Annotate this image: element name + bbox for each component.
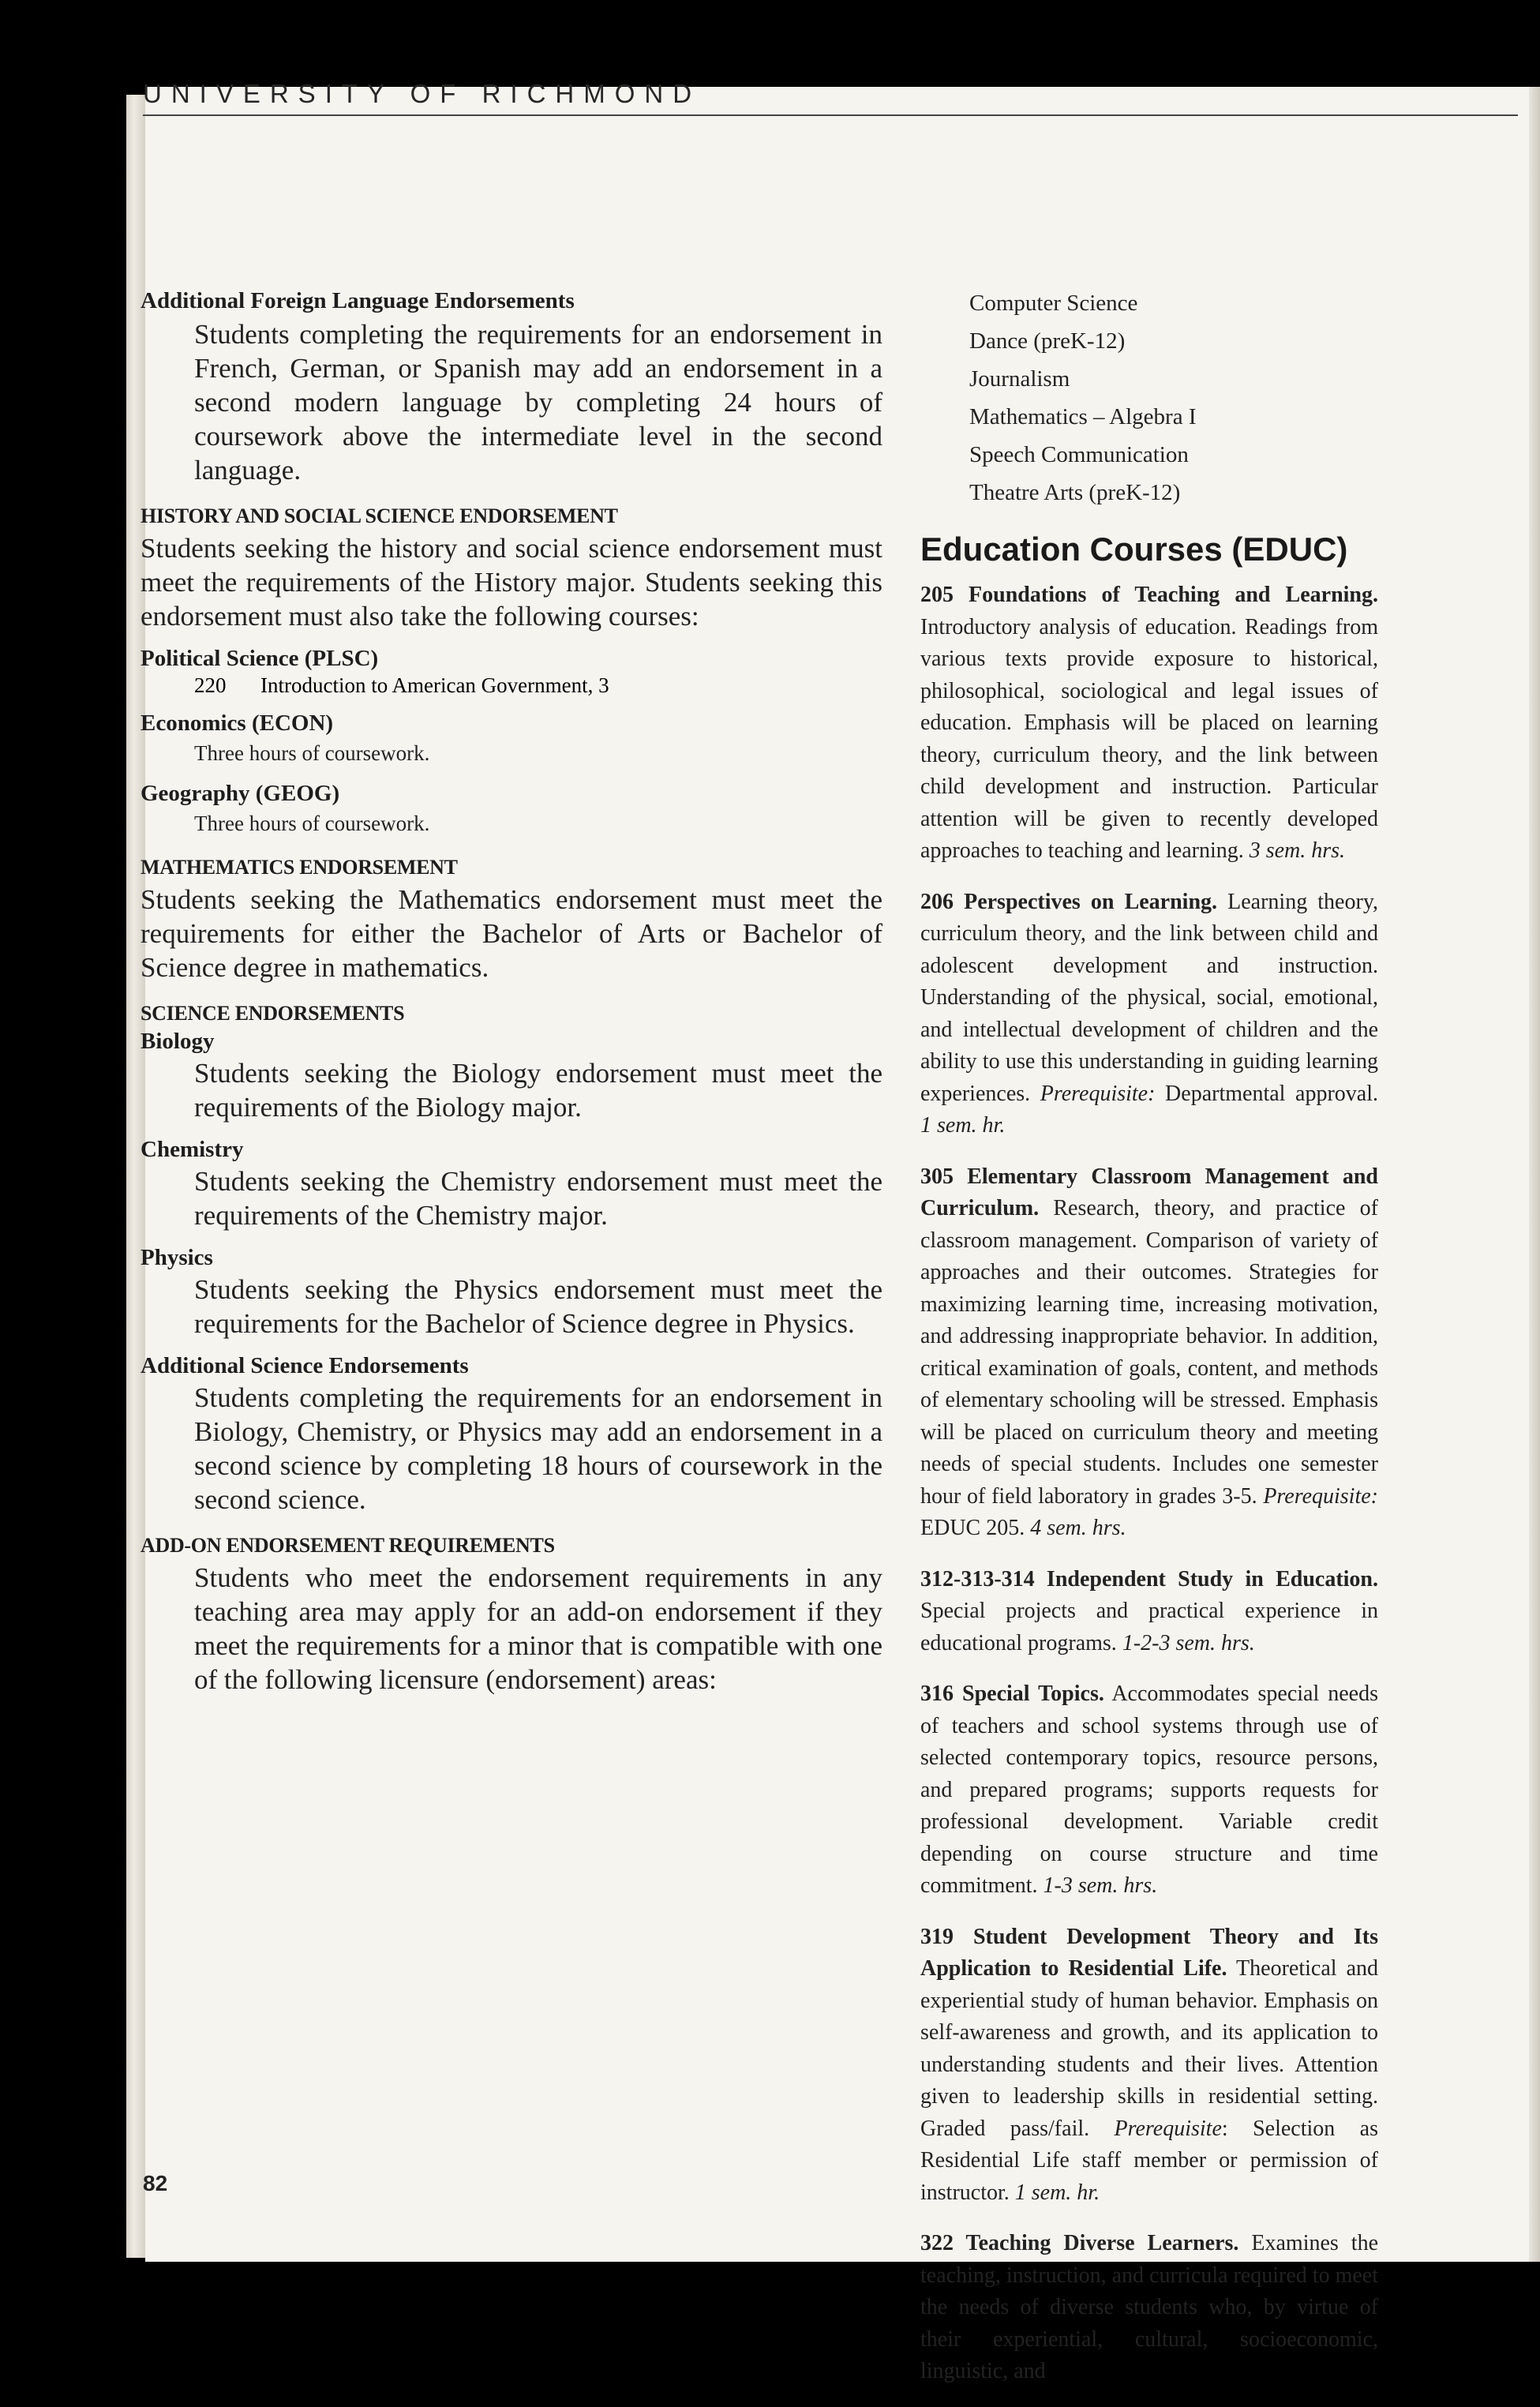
biology-text: Students seeking the Biology endorsement must meet the requirements of the Biology major. [194,1058,882,1123]
course-entry [920,1564,1378,1660]
right-column [778,193,1378,2407]
geog-heading: Geography (GEOG) [141,781,340,806]
course-heading: 319 Student Development Theory and Its Application to Residential Life. [920,1924,1378,1981]
chemistry-text: Students seeking the Chemistry endorsement must meet the requirements of the Chemistry major. [194,1166,882,1231]
course-entry [920,2228,1378,2388]
course-description: Learning theory, curriculum theory, and the link between child and adolescent development and instruction. Understanding of the physical, social, emotional, and intellectual development of children and the ability to use this understanding in guiding learning experiences. [920,889,1378,1106]
course-heading: 322 Teaching Diverse Learners. [920,2231,1239,2255]
course-credits: 3 sem. hrs. [1249,838,1346,863]
math-heading: MATHEMATICS ENDORSEMENT [141,856,458,879]
course-credits: 1-3 sem. hrs. [1043,1873,1158,1898]
econ-text: Three hours of coursework. [194,741,430,765]
course-credits: 4 sem. hrs. [1030,1516,1126,1540]
course-description: Introductory analysis of education. Readings from various texts provide exposure to historical, philosophical, sociological and legal issues of education. Emphasis will be placed on learning theory, curriculum theory, and the link between child development and instruction. Particular attention will be given to recently developed approaches to teaching and learning. [920,614,1378,863]
add-on-text: Students who meet the endorsement requirements in any teaching area may apply for an add-on endorsement if they meet the requirements for a minor that is compatible with one of the following licensure (endorsement) areas: [194,1562,882,1695]
list-item: Dance (preK-12) [969,328,1126,354]
course-description: Special projects and practical experience in educational programs. [920,1599,1378,1655]
physics-text: Students seeking the Physics endorsement must meet the requirements for the Bachelor of Science degree in Physics. [194,1274,882,1339]
foreign-language-heading: Additional Foreign Language Endorsements [141,288,575,313]
course-credits: 1-2-3 sem. hrs. [1122,1630,1255,1655]
prerequisite-text: Departmental approval. [1155,1081,1378,1106]
plsc-course-title: Introduction to American Government, 3 [260,673,609,697]
physics-heading: Physics [141,1245,213,1270]
list-item: Computer Science [969,291,1138,316]
course-heading: 312-313-314 Independent Study in Education. [920,1566,1378,1592]
course-heading: 206 Perspectives on Learning. [920,889,1218,914]
course-description: Accommodates special needs of teachers and school systems through use of selected contemporary topics, resource persons, and prepared programs; supports requests for professional development. Variable credit depending on course structure and time commitment. [920,1682,1378,1898]
prerequisite-text: EDUC 205. [920,1516,1031,1540]
course-entry [920,1921,1378,2210]
science-heading: SCIENCE ENDORSEMENTS [141,1002,405,1025]
course-heading: 305 Elementary Classroom Management and Curriculum. [920,1164,1378,1220]
course-description: Theoretical and experiential study of human behavior. Emphasis on self-awareness and growth, and its application to understanding students and their lives. Attention given to leadership skills in residential setting. Graded pass/fail. [920,1956,1378,2141]
foreign-language-text: Students completing the requirements for an endorsement in French, German, or Spanish may add an endorsement in a second modern language by completing 24 hours of coursework above the intermediate level in the second language. [194,319,882,486]
add-on-heading: ADD-ON ENDORSEMENT REQUIREMENTS [141,1534,555,1557]
list-item: Mathematics – Algebra I [969,404,1197,429]
course-entry [920,1161,1378,1545]
list-item: Theatre Arts (preK-12) [969,480,1181,505]
education-courses-title: Education Courses (EDUC) [920,531,1348,568]
geog-text: Three hours of coursework. [194,812,430,835]
list-item: Journalism [969,366,1070,392]
course-heading: 205 Foundations of Teaching and Learning. [920,583,1378,607]
biology-heading: Biology [141,1029,215,1054]
prerequisite-label: Prerequisite [1114,2116,1222,2141]
prerequisite-text: : Selection as Residential Life staff member or permission of instructor. [920,2116,1378,2205]
course-entry [920,887,1378,1142]
list-item: Speech Communication [969,442,1189,467]
prerequisite-label: Prerequisite: [1040,1081,1156,1106]
additional-science-heading: Additional Science Endorsements [141,1353,469,1378]
course-heading: 316 Special Topics. [920,1682,1104,1706]
header-rule [143,114,1518,116]
additional-science-text: Students completing the requirements for an endorsement in Biology, Chemistry, or Physics may add an endorsement in a second science by completing 18 hours of coursework in the second science. [194,1382,882,1515]
licensure-list [969,284,1378,512]
education-courses [920,531,1378,2388]
left-column [141,193,882,1697]
prerequisite-label: Prerequisite: [1263,1483,1378,1509]
course-credits: 1 sem. hr. [1014,2180,1100,2205]
running-header [143,79,1518,109]
page-edge [1529,87,1540,2262]
course-entry [920,579,1378,868]
header-title: UNIVERSITY OF RICHMOND [143,79,702,108]
course-credits: 1 sem. hr. [920,1113,1006,1138]
course-entry [920,1678,1378,1903]
econ-heading: Economics (ECON) [141,710,334,736]
plsc-heading: Political Science (PLSC) [141,646,379,671]
history-text: Students seeking the history and social science endorsement must meet the requirements of the History major. Students seeking this endorsement must also take the following courses: [141,533,882,632]
plsc-course-number: 220 [194,673,227,697]
history-heading: HISTORY AND SOCIAL SCIENCE ENDORSEMENT [141,504,618,527]
chemistry-heading: Chemistry [141,1137,244,1162]
math-text: Students seeking the Mathematics endorsement must meet the requirements for either the Bachelor of Arts or Bachelor of Science degree in mathematics. [141,884,882,983]
course-description: Research, theory, and practice of classroom management. Comparison of variety of approaches and their outcomes. Strategies for maximizing learning time, increasing motivation, and addressing inappropriate behavior. In addition, critical examination of goals, content, and methods of elementary schooling will be stressed. Emphasis will be placed on curriculum theory and meeting needs of special students. Includes one semester hour of field laboratory in grades 3-5. [920,1196,1378,1509]
page-number: 82 [143,2171,168,2195]
course-description: Examines the teaching, instruction, and curricula required to meet the needs of diverse students who, by virtue of their experiential, cultural, socioeconomic, linguistic, and [920,2231,1379,2383]
